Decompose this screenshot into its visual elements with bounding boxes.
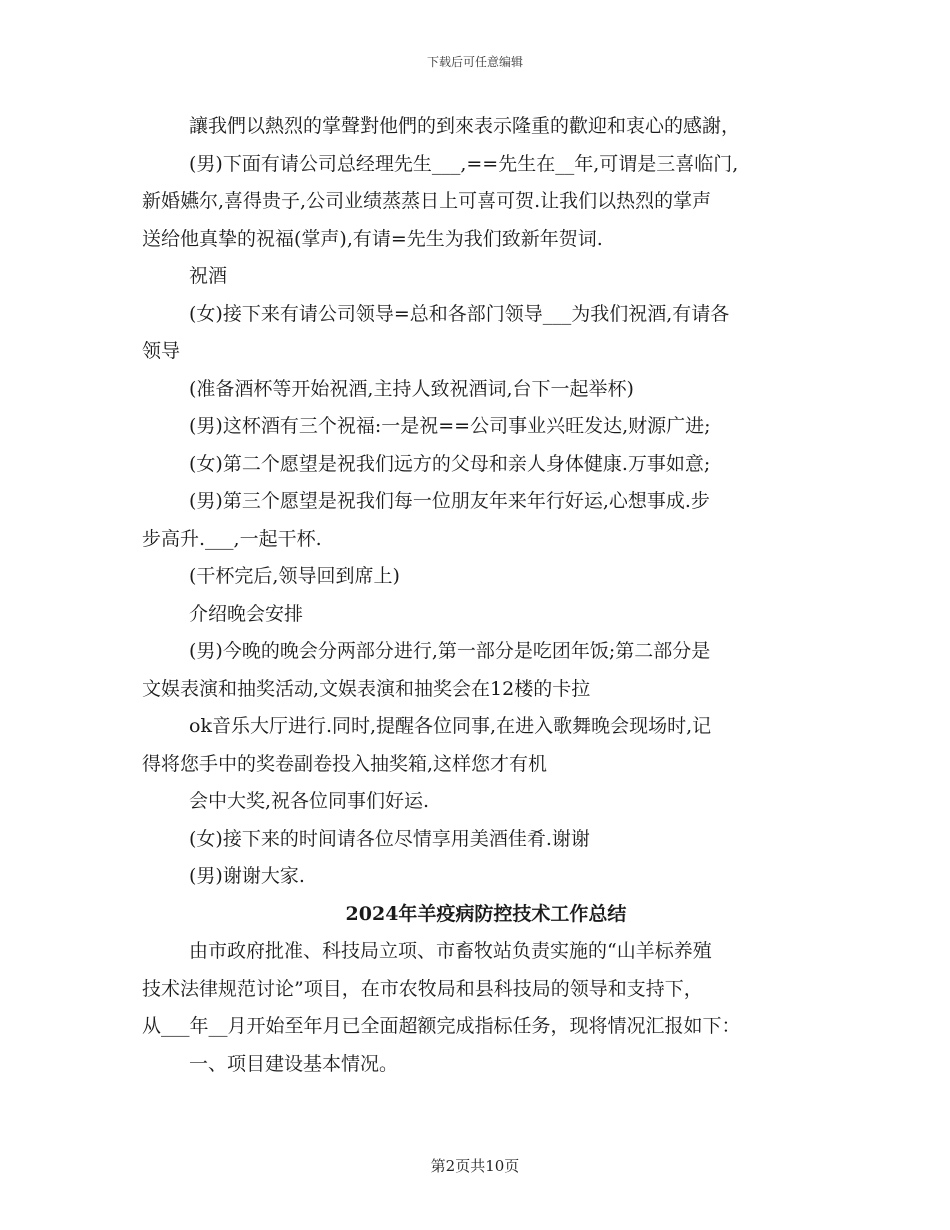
- paragraph-line: 步高升.___,一起干杯.: [142, 527, 322, 550]
- section-heading-schedule: 介绍晚会安排: [189, 602, 304, 625]
- paragraph-line: (准备酒杯等开始祝酒,主持人致祝酒词,台下一起举杯): [189, 377, 634, 400]
- paragraph-line: 技术法律规范讨论”项目，在市农牧局和县科技局的领导和支持下，: [142, 977, 703, 1000]
- paragraph-line: (干杯完后,领导回到席上): [189, 565, 400, 587]
- paragraph-line: ok音乐大厅进行.同时,提醒各位同事,在进入歌舞晚会现场时,记: [189, 715, 712, 737]
- section-heading-toast: 祝酒: [189, 265, 228, 287]
- paragraph-line: 领导: [142, 340, 181, 362]
- paragraph-line: (男)第三个愿望是祝我们每一位朋友年来年行好运,心想事成.步: [189, 490, 710, 512]
- paragraph-line: 得将您手中的奖卷副卷投入抽奖箱,这样您才有机: [142, 752, 548, 775]
- paragraph-line: 新婚嬿尔,喜得贵子,公司业绩蒸蒸日上可喜可贺.让我们以热烈的掌声: [142, 190, 712, 212]
- document-body: [142, 108, 810, 1083]
- paragraph-line: (男)今晚的晚会分两部分进行,第一部分是吃团年饭;第二部分是: [189, 640, 711, 662]
- page-header-note: 下载后可任意编辑: [426, 55, 523, 69]
- paragraph-line: 文娱表演和抽奖活动,文娱表演和抽奖会在12楼的卡拉: [142, 677, 591, 700]
- paragraph-line: 从___年__月开始至年月已全面超额完成指标任务，现将情况汇报如下：: [142, 1015, 741, 1037]
- paragraph-line: (女)接下来的时间请各位尽情享用美酒佳肴.谢谢: [189, 827, 590, 850]
- page-number-footer: 第2页共10页: [430, 1157, 520, 1175]
- document-title: 2024年羊疫病防控技术工作总结: [345, 902, 627, 925]
- paragraph-line: (男)这杯酒有三个祝福:一是祝==公司事业兴旺发达,财源广进;: [189, 415, 711, 437]
- paragraph-line: 由市政府批准、科技局立项、市畜牧站负责实施的“山羊标养殖: [189, 940, 712, 962]
- paragraph-line: 一、项目建设基本情况。: [189, 1052, 399, 1075]
- paragraph-line: 会中大奖,祝各位同事们好运.: [189, 790, 430, 812]
- paragraph-line: (男)谢谢大家.: [189, 865, 305, 887]
- paragraph-line: 送给他真挚的祝福(掌声),有请=先生为我们致新年贺词.: [142, 227, 603, 250]
- paragraph-line: 讓我們以熱烈的掌聲對他們的到來表示隆重的歡迎和衷心的感謝，: [189, 115, 741, 137]
- paragraph-line: (女)接下来有请公司领导=总和各部门领导___为我们祝酒,有请各: [189, 302, 730, 325]
- paragraph-line: (女)第二个愿望是祝我们远方的父母和亲人身体健康.万事如意;: [189, 452, 711, 475]
- paragraph-line: (男)下面有请公司总经理先生___,==先生在__年,可谓是三喜临门,: [189, 152, 739, 175]
